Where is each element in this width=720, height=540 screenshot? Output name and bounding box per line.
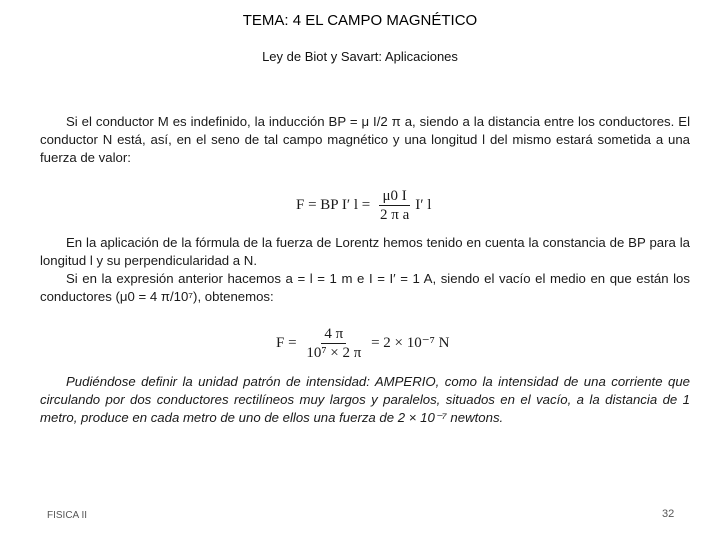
scanned-text-block-3 [40,373,690,427]
force-equation-numerator: μ0 I [379,187,409,206]
numeric-equation-numerator: 4 π [321,325,346,344]
numeric-equation [276,325,449,362]
numeric-equation-rhs: = 2 × 10⁻⁷ N [367,334,450,351]
numeric-equation-lhs: F = [276,334,301,351]
force-equation [296,187,431,224]
numeric-equation-fraction [303,325,364,362]
slide-subtitle: Ley de Biot y Savart: Aplicaciones [262,49,458,64]
paragraph-induction: Si el conductor M es indefinido, la inducción BP = μ I/2 π a, siendo a la distancia entre los conductores. El conductor N está, así, en el seno de tal campo magnético y una longitud l del mismo estará sometida a una fuerza de valor: [40,114,690,165]
numeric-equation-denominator: 10⁷ × 2 π [306,345,362,361]
force-equation-rhs: I′ l [415,196,432,213]
force-equation-denominator: 2 π a [380,207,410,223]
force-equation-lhs: F = BP I′ l = [296,196,374,213]
scanned-text-block [40,113,690,167]
slide-title: TEMA: 4 EL CAMPO MAGNÉTICO [242,12,478,29]
page-number: 32 [662,508,675,520]
paragraph-lorentz: En la aplicación de la fórmula de la fuerza de Lorentz hemos tenido en cuenta la constancia de BP para la longitud l y su perpendicularidad a N. [40,235,690,268]
paragraph-substitution: Si en la expresión anterior hacemos a = l = 1 m e I = I′ = 1 A, siendo el vacío el medio en que están los conductores (μ0 = 4 π/10⁷), obtenemos: [40,271,690,304]
scanned-text-block-2 [40,234,690,306]
paragraph-ampere-definition: Pudiéndose definir la unidad patrón de intensidad: AMPERIO, como la intensidad de una corriente que circulando por dos conductores rectilíneos muy largos y paralelos, situados en el vacío, a la distancia de 1 metro, produce en cada metro de uno de ellos una fuerza de 2 × 10⁻⁷ newtons. [40,374,690,425]
footer-course: FISICA II [47,510,88,521]
force-equation-fraction [377,187,412,224]
